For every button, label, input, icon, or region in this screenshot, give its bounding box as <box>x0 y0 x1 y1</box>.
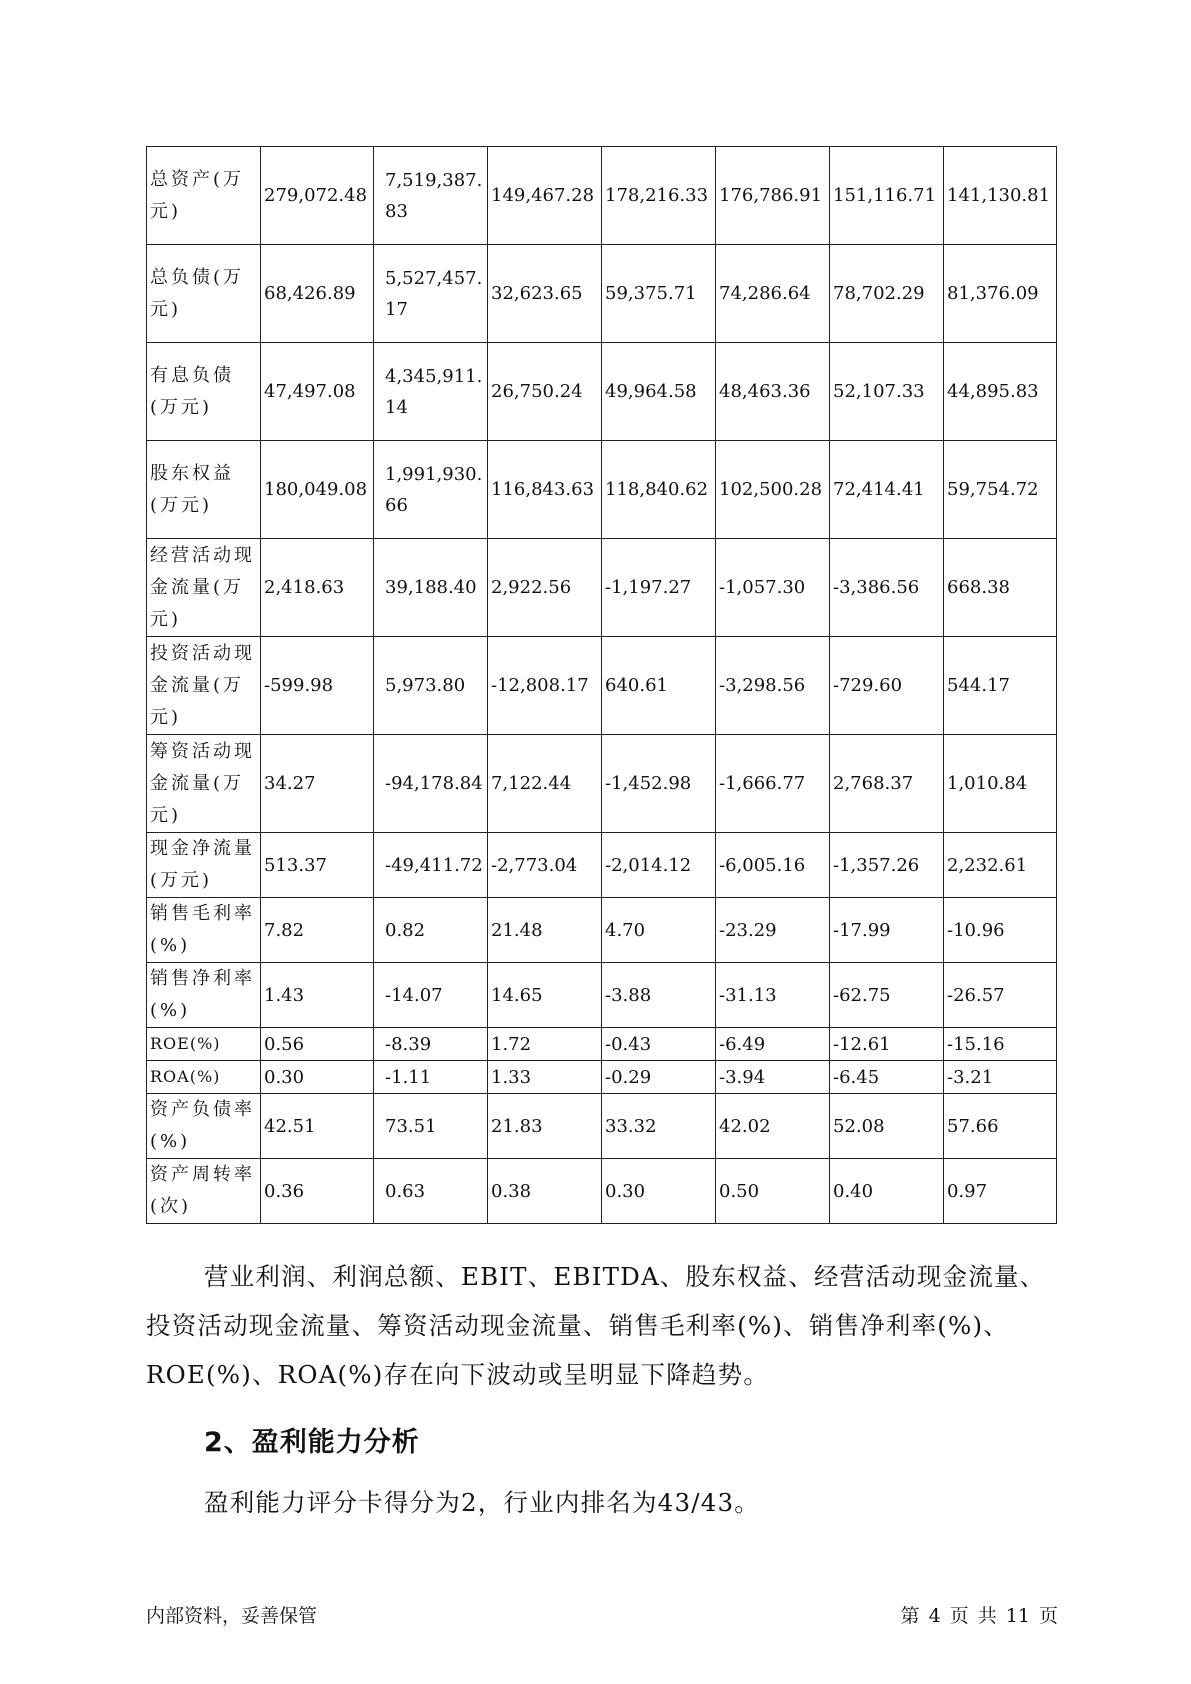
table-cell: -2,773.04 <box>488 833 602 898</box>
table-cell: -1,452.98 <box>602 735 716 833</box>
table-cell: -15.16 <box>944 1028 1057 1061</box>
footer-confidential-note: 内部资料，妥善保管 <box>146 1605 318 1627</box>
table-cell: -1,357.26 <box>830 833 944 898</box>
table-cell: 7.82 <box>261 898 374 963</box>
table-cell: -1,666.77 <box>716 735 830 833</box>
table-cell: 118,840.62 <box>602 441 716 539</box>
row-label: 销售毛利率(%) <box>147 898 261 963</box>
table-cell: -49,411.72 <box>374 833 488 898</box>
table-cell: 14.65 <box>488 963 602 1028</box>
row-label: ROA(%) <box>147 1061 261 1094</box>
table-cell: -0.29 <box>602 1061 716 1094</box>
table-cell: 2,922.56 <box>488 539 602 637</box>
table-cell: -3.21 <box>944 1061 1057 1094</box>
table-cell: 2,768.37 <box>830 735 944 833</box>
table-cell: -599.98 <box>261 637 374 735</box>
table-cell: -1,057.30 <box>716 539 830 637</box>
table-cell: -3,386.56 <box>830 539 944 637</box>
table-cell: 74,286.64 <box>716 245 830 343</box>
row-label: 有息负债(万元) <box>147 343 261 441</box>
section-text: 盈利能力评分卡得分为2，行业内排名为43/43。 <box>204 1488 760 1517</box>
table-cell: 544.17 <box>944 637 1057 735</box>
table-cell: 59,754.72 <box>944 441 1057 539</box>
row-label: 筹资活动现金流量(万元) <box>147 735 261 833</box>
table-cell: -1.11 <box>374 1061 488 1094</box>
table-cell: 52.08 <box>830 1094 944 1159</box>
table-cell: 47,497.08 <box>261 343 374 441</box>
table-row <box>147 1159 1057 1224</box>
table-cell: 7,122.44 <box>488 735 602 833</box>
table-row <box>147 637 1057 735</box>
table-cell: -3,298.56 <box>716 637 830 735</box>
table-cell: -729.60 <box>830 637 944 735</box>
table-cell: 44,895.83 <box>944 343 1057 441</box>
table-cell: 52,107.33 <box>830 343 944 441</box>
table-cell: 141,130.81 <box>944 147 1057 245</box>
table-cell: 0.38 <box>488 1159 602 1224</box>
table-cell: 1,010.84 <box>944 735 1057 833</box>
table-cell: 0.30 <box>261 1061 374 1094</box>
table-cell: 0.40 <box>830 1159 944 1224</box>
table-cell: -10.96 <box>944 898 1057 963</box>
table-row <box>147 245 1057 343</box>
table-cell: -6.49 <box>716 1028 830 1061</box>
table-row <box>147 735 1057 833</box>
table-cell: -2,014.12 <box>602 833 716 898</box>
row-label: ROE(%) <box>147 1028 261 1061</box>
table-cell: 72,414.41 <box>830 441 944 539</box>
table-cell: 7,519,387.83 <box>374 147 488 245</box>
table-cell: 102,500.28 <box>716 441 830 539</box>
row-label: 股东权益(万元) <box>147 441 261 539</box>
table-cell: 4.70 <box>602 898 716 963</box>
row-label: 资产负债率(%) <box>147 1094 261 1159</box>
table-row <box>147 441 1057 539</box>
table-cell: -94,178.84 <box>374 735 488 833</box>
table-cell: 2,418.63 <box>261 539 374 637</box>
table-cell: 81,376.09 <box>944 245 1057 343</box>
table-cell: -8.39 <box>374 1028 488 1061</box>
table-cell: 1.72 <box>488 1028 602 1061</box>
table-row <box>147 963 1057 1028</box>
summary-paragraph <box>146 1252 1058 1399</box>
summary-text: 营业利润、利润总额、EBIT、EBITDA、股东权益、经营活动现金流量、投资活动现金流量、筹资活动现金流量、销售毛利率(%)、销售净利率(%)、ROE(%)、ROA(%)存在向下波动或呈明显下降趋势。 <box>146 1262 1046 1389</box>
table-cell: 151,116.71 <box>830 147 944 245</box>
table-cell: 26,750.24 <box>488 343 602 441</box>
row-label: 销售净利率(%) <box>147 963 261 1028</box>
table-cell: 178,216.33 <box>602 147 716 245</box>
table-cell: 0.56 <box>261 1028 374 1061</box>
table-cell: 176,786.91 <box>716 147 830 245</box>
table-row <box>147 343 1057 441</box>
table-cell: -26.57 <box>944 963 1057 1028</box>
table-cell: 42.02 <box>716 1094 830 1159</box>
table-cell: 78,702.29 <box>830 245 944 343</box>
table-row <box>147 147 1057 245</box>
table-cell: 34.27 <box>261 735 374 833</box>
table-cell: 68,426.89 <box>261 245 374 343</box>
table-row <box>147 1094 1057 1159</box>
table-cell: 0.50 <box>716 1159 830 1224</box>
table-cell: 0.82 <box>374 898 488 963</box>
table-cell: -6,005.16 <box>716 833 830 898</box>
table-cell: -17.99 <box>830 898 944 963</box>
table-cell: 513.37 <box>261 833 374 898</box>
table-cell: 1,991,930.66 <box>374 441 488 539</box>
table-cell: -31.13 <box>716 963 830 1028</box>
table-cell: 49,964.58 <box>602 343 716 441</box>
row-label: 投资活动现金流量(万元) <box>147 637 261 735</box>
row-label: 总资产(万元) <box>147 147 261 245</box>
table-cell: -3.94 <box>716 1061 830 1094</box>
table-cell: 0.63 <box>374 1159 488 1224</box>
table-cell: 5,527,457.17 <box>374 245 488 343</box>
table-cell: 73.51 <box>374 1094 488 1159</box>
table-cell: 640.61 <box>602 637 716 735</box>
table-cell: -23.29 <box>716 898 830 963</box>
section-paragraph <box>146 1478 1058 1527</box>
table-row <box>147 833 1057 898</box>
table-cell: 149,467.28 <box>488 147 602 245</box>
table-cell: 1.33 <box>488 1061 602 1094</box>
table-cell: 59,375.71 <box>602 245 716 343</box>
row-label: 现金净流量(万元) <box>147 833 261 898</box>
table-cell: 48,463.36 <box>716 343 830 441</box>
table-cell: 0.30 <box>602 1159 716 1224</box>
table-row <box>147 539 1057 637</box>
table-cell: 116,843.63 <box>488 441 602 539</box>
table-cell: 279,072.48 <box>261 147 374 245</box>
section-heading: 2、盈利能力分析 <box>204 1427 420 1458</box>
table-cell: 42.51 <box>261 1094 374 1159</box>
row-label: 资产周转率(次) <box>147 1159 261 1224</box>
table-cell: 4,345,911.14 <box>374 343 488 441</box>
table-row <box>147 898 1057 963</box>
table-cell: -0.43 <box>602 1028 716 1061</box>
table-cell: 180,049.08 <box>261 441 374 539</box>
row-label: 总负债(万元) <box>147 245 261 343</box>
table-cell: 2,232.61 <box>944 833 1057 898</box>
table-cell: -12.61 <box>830 1028 944 1061</box>
table-row <box>147 1028 1057 1061</box>
financial-table-body <box>147 147 1057 1224</box>
table-row <box>147 1061 1057 1094</box>
footer-page-number: 第 4 页 共 11 页 <box>900 1605 1058 1627</box>
table-cell: 57.66 <box>944 1094 1057 1159</box>
table-cell: 0.36 <box>261 1159 374 1224</box>
table-cell: -12,808.17 <box>488 637 602 735</box>
table-cell: -6.45 <box>830 1061 944 1094</box>
table-cell: 33.32 <box>602 1094 716 1159</box>
table-cell: 39,188.40 <box>374 539 488 637</box>
row-label: 经营活动现金流量(万元) <box>147 539 261 637</box>
table-cell: -3.88 <box>602 963 716 1028</box>
table-cell: -62.75 <box>830 963 944 1028</box>
table-cell: 668.38 <box>944 539 1057 637</box>
table-cell: 0.97 <box>944 1159 1057 1224</box>
table-cell: 21.48 <box>488 898 602 963</box>
financial-table <box>146 146 1057 1224</box>
table-cell: -1,197.27 <box>602 539 716 637</box>
table-cell: 21.83 <box>488 1094 602 1159</box>
table-cell: 1.43 <box>261 963 374 1028</box>
table-cell: 5,973.80 <box>374 637 488 735</box>
table-cell: -14.07 <box>374 963 488 1028</box>
table-cell: 32,623.65 <box>488 245 602 343</box>
